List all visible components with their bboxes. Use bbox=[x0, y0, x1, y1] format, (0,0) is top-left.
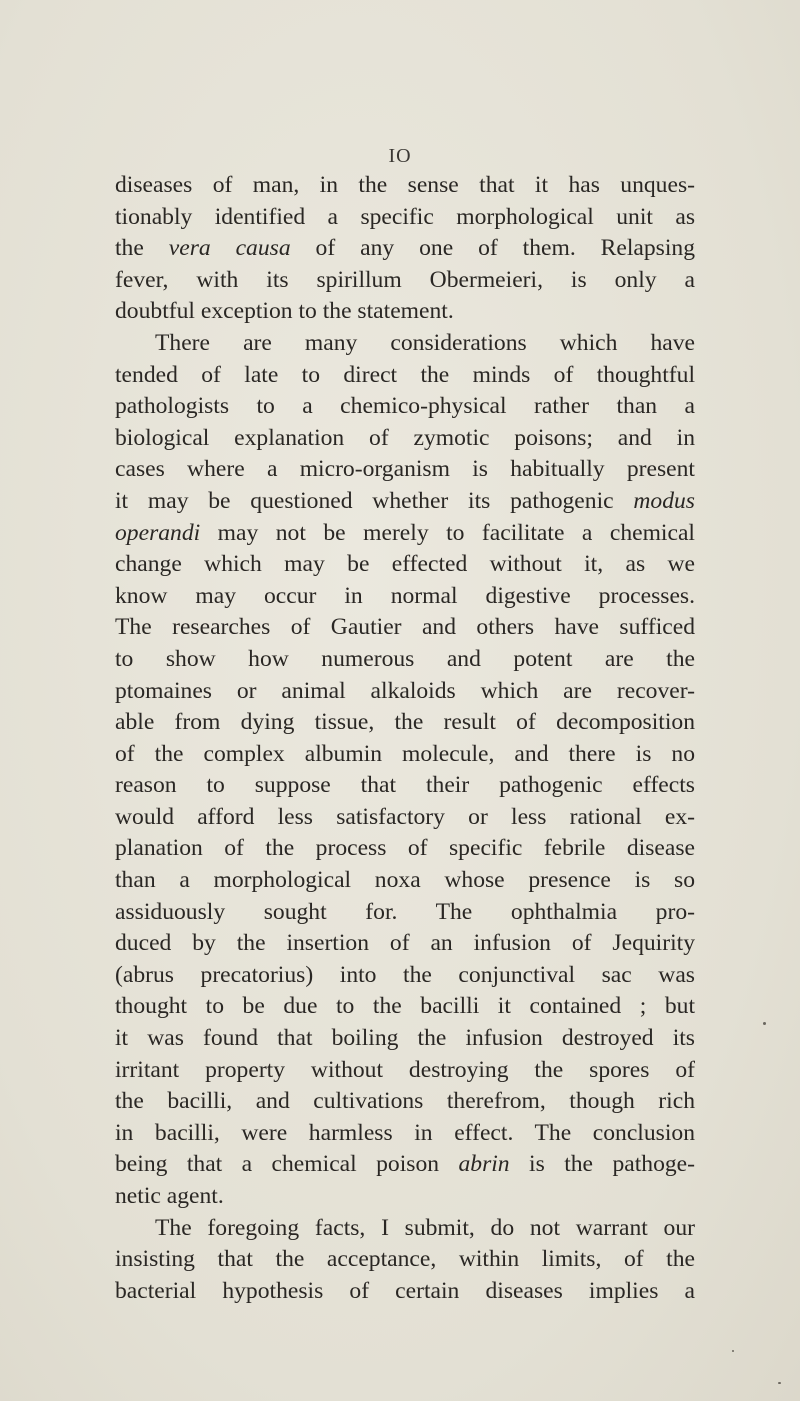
body-text bbox=[115, 170, 695, 1307]
text-line bbox=[115, 802, 695, 834]
text-line bbox=[115, 486, 695, 518]
text-segment: insisting that the acceptance, within limits, of the bbox=[115, 1246, 695, 1273]
italic-text-segment: abrin bbox=[458, 1151, 510, 1178]
text-segment: The researches of Gautier and others have sufficed bbox=[115, 614, 695, 641]
text-line bbox=[115, 454, 695, 486]
text-line bbox=[115, 770, 695, 802]
text-segment: irritant property without destroying the spores of bbox=[115, 1056, 695, 1083]
text-segment: know may occur in normal digestive processes. bbox=[115, 582, 695, 609]
text-segment: tionably identified a specific morphological unit as bbox=[115, 203, 695, 230]
text-segment: fever, with its spirillum Obermeieri, is only a bbox=[115, 266, 695, 293]
text-segment: than a morphological noxa whose presence is so bbox=[115, 867, 695, 894]
text-segment: in bacilli, were harmless in effect. The conclusion bbox=[115, 1119, 695, 1146]
paper-speck bbox=[763, 1022, 766, 1025]
text-segment: cases where a micro-organism is habitually present bbox=[115, 456, 695, 483]
text-line bbox=[115, 296, 695, 328]
text-segment: reason to suppose that their pathogenic effects bbox=[115, 772, 695, 799]
text-segment: being that a chemical poison bbox=[115, 1151, 459, 1178]
text-line bbox=[115, 1023, 695, 1055]
text-line bbox=[115, 1276, 695, 1308]
text-line bbox=[115, 328, 695, 360]
text-line bbox=[115, 233, 695, 265]
text-segment: bacterial hypothesis of certain diseases implies a bbox=[115, 1277, 695, 1304]
text-line bbox=[115, 960, 695, 992]
text-segment: able from dying tissue, the result of decomposition bbox=[115, 709, 695, 736]
italic-text-segment: operandi bbox=[115, 519, 201, 546]
text-line bbox=[115, 581, 695, 613]
paper-speck bbox=[778, 1382, 781, 1384]
text-line bbox=[115, 707, 695, 739]
text-segment: netic agent. bbox=[115, 1183, 224, 1209]
text-line bbox=[115, 676, 695, 708]
text-line bbox=[115, 865, 695, 897]
text-line bbox=[115, 202, 695, 234]
text-segment: is the pathoge- bbox=[509, 1151, 695, 1178]
text-segment: tended of late to direct the minds of thoughtful bbox=[115, 361, 695, 388]
text-line bbox=[115, 612, 695, 644]
italic-text-segment: modus bbox=[633, 487, 695, 514]
text-segment: assiduously sought for. The ophthalmia pro- bbox=[115, 898, 695, 925]
text-segment: the bbox=[115, 235, 169, 262]
text-line bbox=[115, 1149, 695, 1181]
text-segment: biological explanation of zymotic poisons; and in bbox=[115, 424, 695, 451]
text-segment: duced by the insertion of an infusion of Jequirity bbox=[115, 930, 695, 957]
text-line bbox=[115, 549, 695, 581]
text-segment: it may be questioned whether its pathogenic bbox=[115, 487, 634, 514]
text-segment: would afford less satisfactory or less rational ex- bbox=[115, 803, 695, 830]
page-number: IO bbox=[388, 145, 412, 167]
text-segment: the bacilli, and cultivations therefrom, though rich bbox=[115, 1088, 695, 1115]
text-segment: The foregoing facts, I submit, do not warrant our bbox=[155, 1214, 695, 1241]
text-segment: of the complex albumin molecule, and there is no bbox=[115, 740, 695, 767]
text-segment: planation of the process of specific febrile disease bbox=[115, 835, 695, 862]
text-segment: doubtful exception to the statement. bbox=[115, 298, 454, 325]
text-line bbox=[115, 1181, 695, 1213]
text-segment: ptomaines or animal alkaloids which are recover- bbox=[115, 677, 695, 704]
text-line bbox=[115, 644, 695, 676]
text-line bbox=[115, 360, 695, 392]
text-line bbox=[115, 1213, 695, 1245]
text-line bbox=[115, 518, 695, 550]
text-line bbox=[115, 1118, 695, 1150]
text-line bbox=[115, 170, 695, 202]
text-segment: of any one of them. Relapsing bbox=[290, 235, 695, 262]
text-line bbox=[115, 265, 695, 297]
text-line bbox=[115, 739, 695, 771]
text-segment: There are many considerations which have bbox=[155, 329, 695, 356]
text-segment: pathologists to a chemico-physical rather than a bbox=[115, 393, 695, 420]
text-segment: thought to be due to the bacilli it contained ; but bbox=[115, 993, 695, 1020]
text-line bbox=[115, 423, 695, 455]
text-segment: to show how numerous and potent are the bbox=[115, 645, 695, 672]
text-line bbox=[115, 391, 695, 423]
text-line bbox=[115, 833, 695, 865]
text-line bbox=[115, 928, 695, 960]
paper-speck bbox=[732, 1350, 734, 1352]
text-segment: change which may be effected without it, as we bbox=[115, 551, 695, 578]
text-segment: (abrus precatorius) into the conjunctival sac was bbox=[115, 961, 695, 988]
text-line bbox=[115, 1086, 695, 1118]
text-segment: diseases of man, in the sense that it has unques- bbox=[115, 172, 695, 198]
text-line bbox=[115, 897, 695, 929]
text-line bbox=[115, 1055, 695, 1087]
italic-text-segment: vera causa bbox=[168, 235, 291, 262]
text-segment: may not be merely to facilitate a chemical bbox=[200, 519, 695, 546]
text-segment: it was found that boiling the infusion destroyed its bbox=[115, 1025, 695, 1052]
text-line bbox=[115, 1244, 695, 1276]
text-line bbox=[115, 991, 695, 1023]
